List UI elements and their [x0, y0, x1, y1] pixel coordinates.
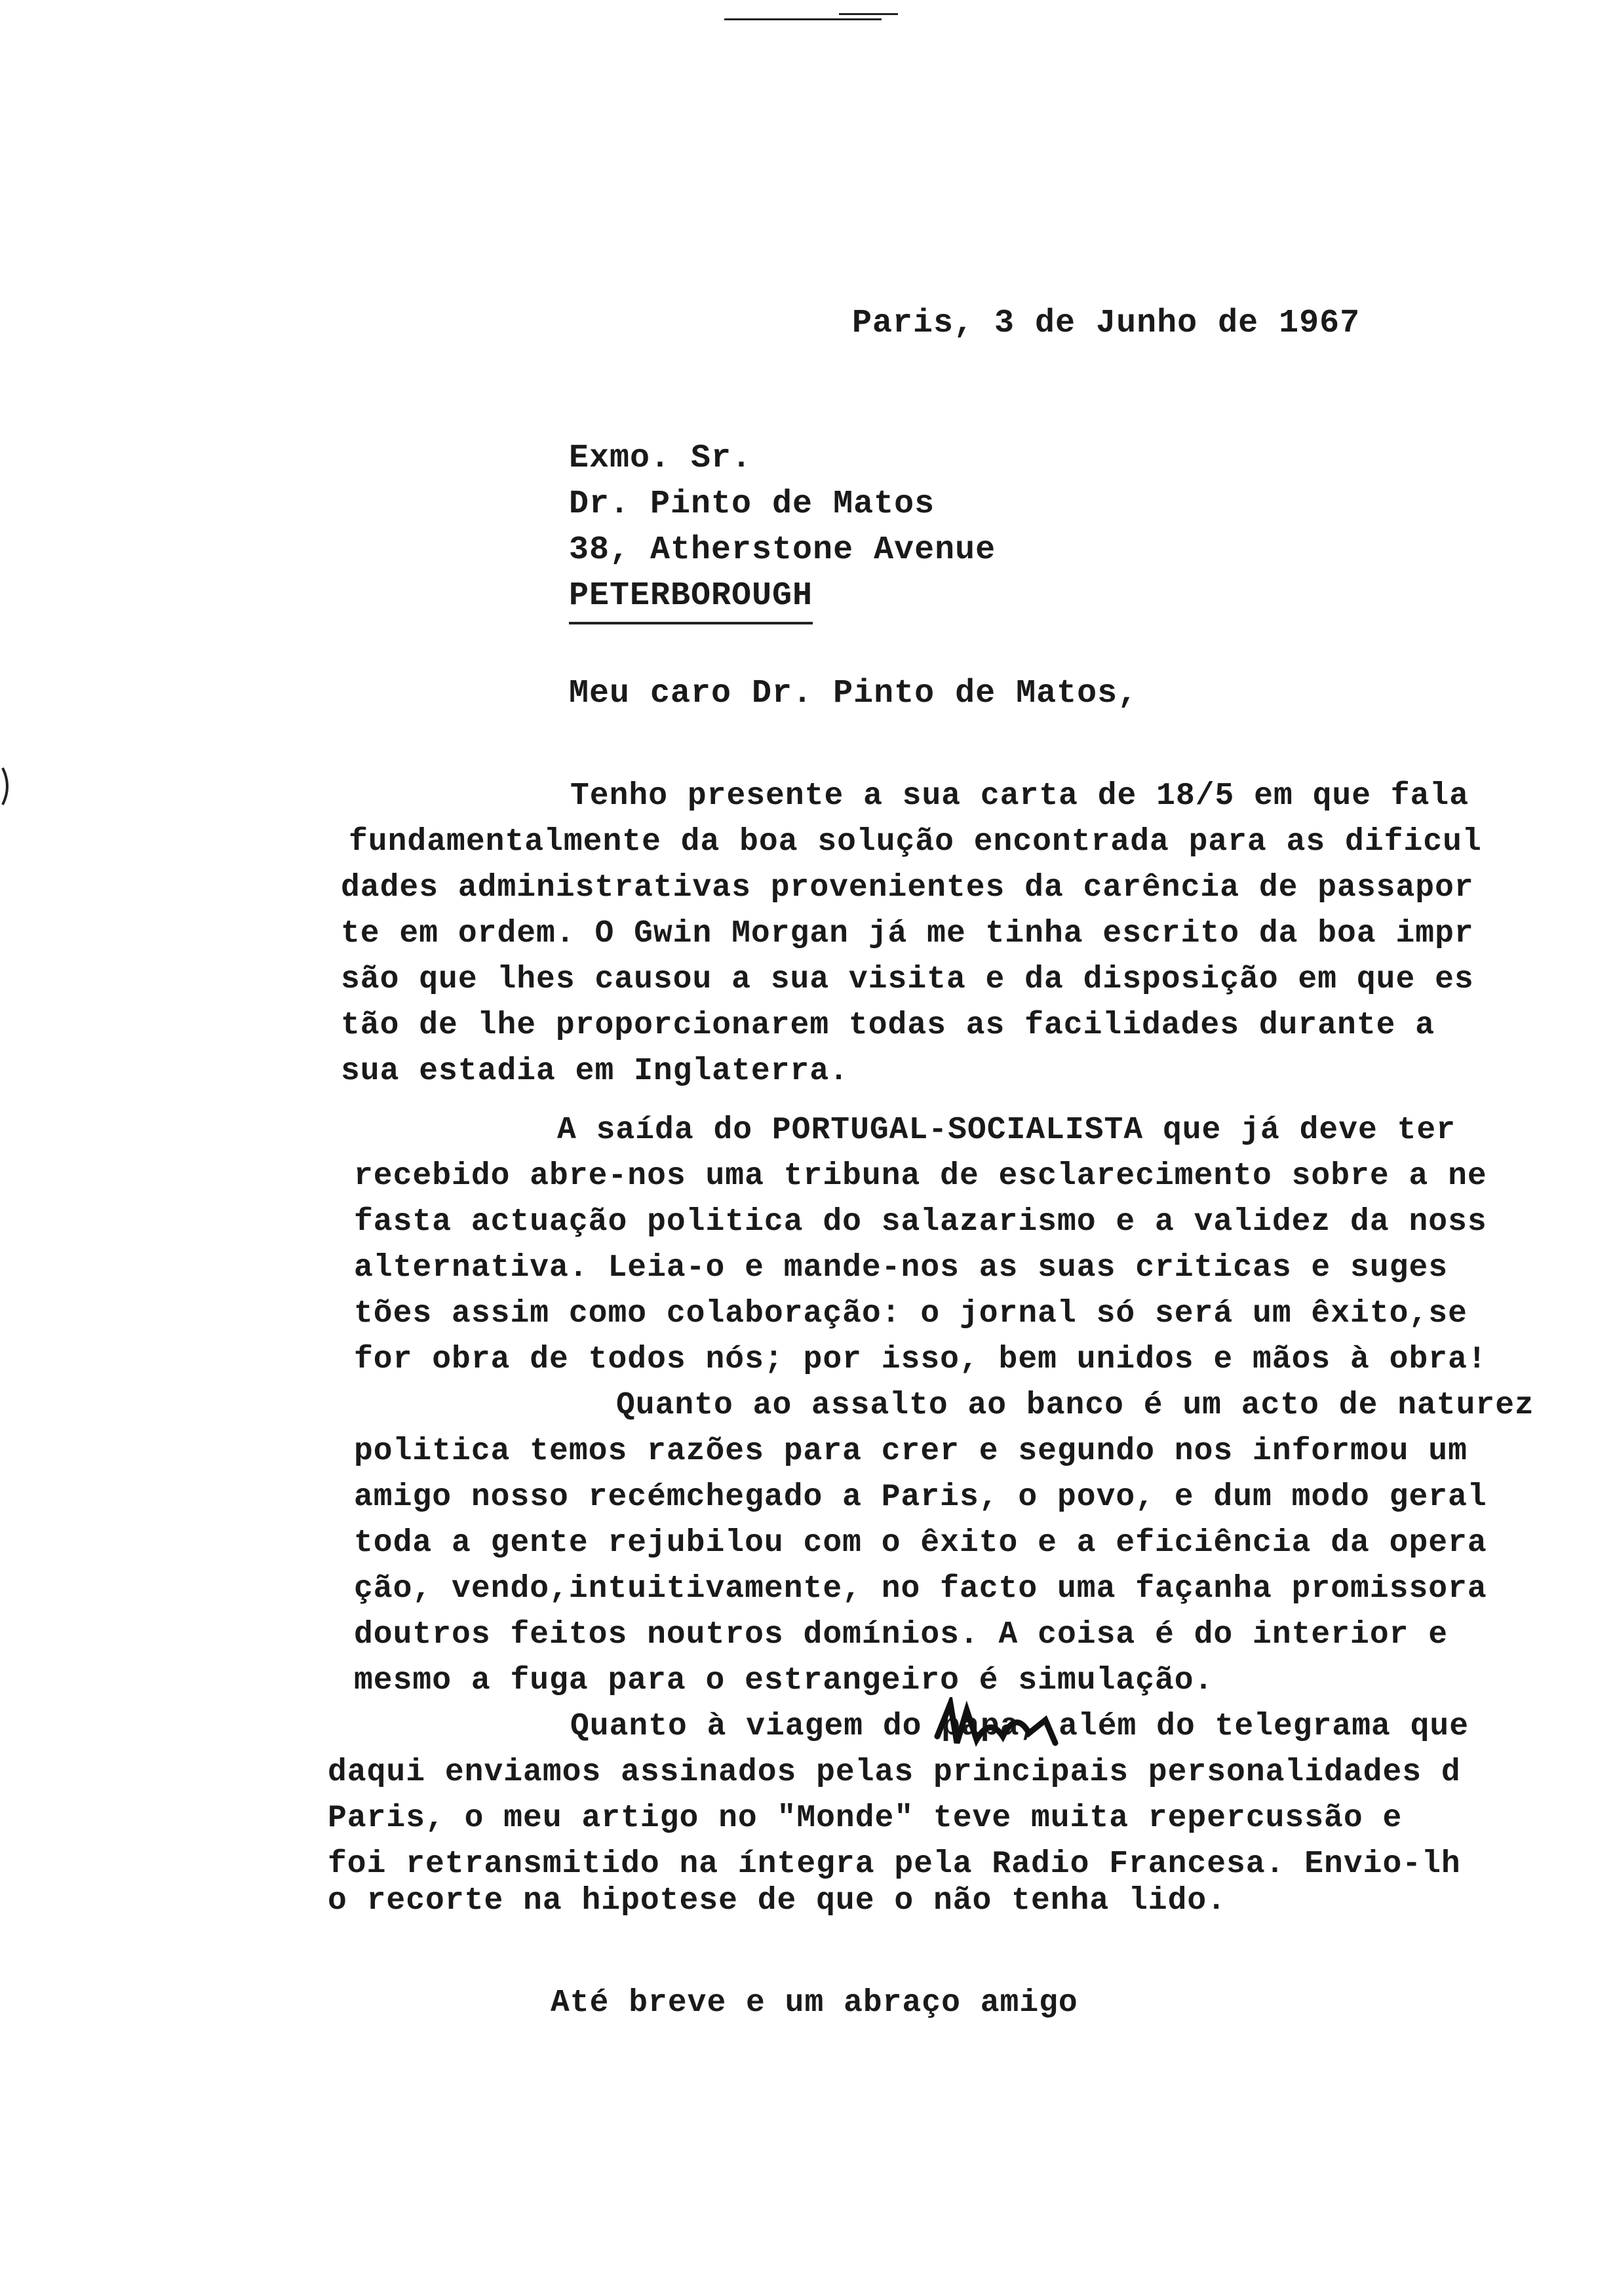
- text-line: amigo nosso recémchegado a Paris, o povo, e dum modo geral: [354, 1480, 1487, 1515]
- text-line: tões assim como colaboração: o jornal só será um êxito,se: [354, 1296, 1468, 1331]
- text-line: Tenho presente a sua carta de 18/5 em que fala: [570, 778, 1469, 814]
- text-line: politica temos razões para crer e segundo nos informou um: [354, 1434, 1468, 1469]
- paragraph: [328, 773, 1521, 1094]
- text-line: foi retransmitido na íntegra pela Radio Francesa. Envio-lh: [328, 1846, 1461, 1882]
- address-name: Dr. Pinto de Matos: [569, 486, 935, 523]
- letter-body: [328, 773, 1534, 1924]
- letter-dateline: Paris, 3 de Junho de 1967: [852, 305, 1361, 342]
- handwritten-scribble: [931, 1697, 1062, 1756]
- text-line: o recorte na hipotese de que o não tenha lido.: [328, 1883, 1227, 1919]
- address-city: PETERBOROUGH: [569, 573, 813, 624]
- text-line: recebido abre-nos uma tribuna de esclarecimento sobre a ne: [354, 1158, 1487, 1194]
- text-line: tão de lhe proporcionarem todas as facilidades durante a: [341, 1008, 1435, 1043]
- text-line: mesmo a fuga para o estrangeiro é simulação.: [354, 1663, 1214, 1698]
- text-line: Paris, o meu artigo no "Monde" teve muita repercussão e: [328, 1801, 1403, 1836]
- text-line: alternativa. Leia-o e mande-nos as suas criticas e suges: [354, 1250, 1449, 1286]
- text-line: são que lhes causou a sua visita e da disposição em que es: [341, 962, 1474, 997]
- text-line: fasta actuação politica do salazarismo e a validez da noss: [354, 1204, 1487, 1240]
- paragraph: [328, 1107, 1521, 1383]
- text-line: doutros feitos noutros domínios. A coisa é do interior e: [354, 1617, 1449, 1653]
- text-line: for obra de todos nós; por isso, bem unidos e mãos à obra!: [354, 1342, 1487, 1377]
- scan-artifact-line: [724, 18, 882, 20]
- paragraph: [328, 1704, 1521, 1924]
- text-line: Quanto ao assalto ao banco é um acto de naturez: [616, 1388, 1534, 1423]
- recipient-address: [569, 436, 1355, 624]
- address-honorific: Exmo. Sr.: [569, 440, 752, 477]
- address-street: 38, Atherstone Avenue: [569, 531, 996, 569]
- scan-artifact-line: [839, 13, 898, 15]
- text-line: toda a gente rejubilou com o êxito e a eficiência da opera: [354, 1525, 1487, 1561]
- letter-closing: Até breve e um abraço amigo: [551, 1985, 1078, 2021]
- text-line: dades administrativas provenientes da carência de passapor: [341, 870, 1474, 906]
- letter-salutation: Meu caro Dr. Pinto de Matos,: [569, 675, 1138, 712]
- text-line: A saída do PORTUGAL-SOCIALISTA que já deve ter: [557, 1113, 1456, 1148]
- text-line: Quanto à viagem do papa, além do telegrama que: [570, 1709, 1469, 1744]
- paragraph: [328, 1383, 1534, 1704]
- text-line: daqui enviamos assinados pelas principais personalidades d: [328, 1755, 1461, 1790]
- text-line: fundamentalmente da boa solução encontrada para as dificul: [349, 824, 1482, 860]
- text-line: sua estadia em Inglaterra.: [341, 1054, 849, 1089]
- binder-mark: [0, 767, 14, 806]
- text-line: te em ordem. O Gwin Morgan já me tinha escrito da boa impr: [341, 916, 1474, 951]
- text-line: ção, vendo,intuitivamente, no facto uma façanha promissora: [354, 1571, 1487, 1607]
